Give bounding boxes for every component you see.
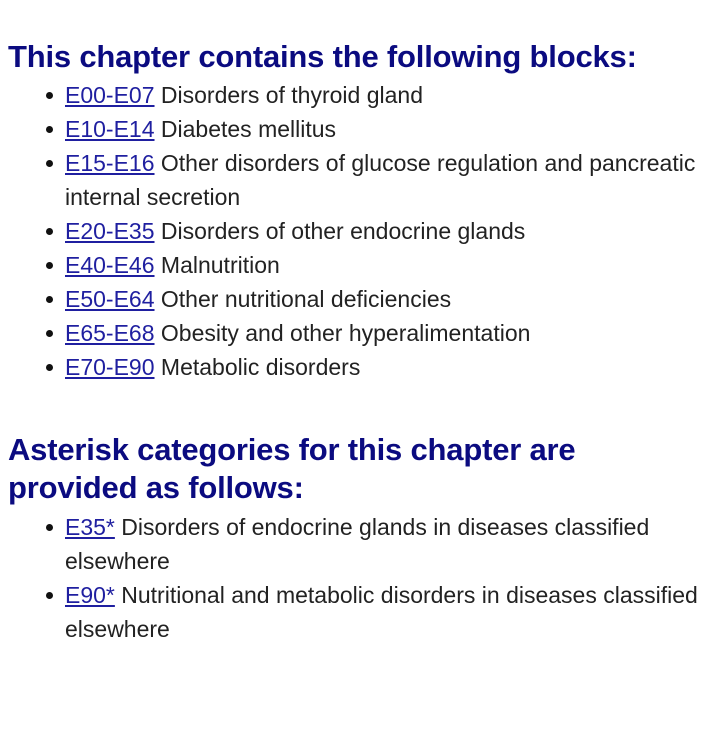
block-link-e00-e07[interactable]: E00-E07 [65,82,155,108]
asterisk-description: Disorders of endocrine glands in diseases classified elsewhere [65,514,650,574]
list-item [65,214,712,248]
block-link-e15-e16[interactable]: E15-E16 [65,150,155,176]
asterisk-section [8,431,712,646]
asterisk-link-e90[interactable]: E90* [65,582,115,608]
list-item [65,578,712,646]
list-item [65,112,712,146]
asterisk-heading: Asterisk categories for this chapter are provided as follows: [8,432,576,505]
block-description: Diabetes mellitus [154,116,337,142]
block-description: Metabolic disorders [154,354,361,380]
list-item [65,282,712,316]
list-item [65,248,712,282]
list-item [65,316,712,350]
list-item [65,510,712,578]
block-link-e70-e90[interactable]: E70-E90 [65,354,155,380]
block-description: Other disorders of glucose regulation and pancreatic internal secretion [65,150,696,210]
blocks-list [8,78,712,384]
block-link-e20-e35[interactable]: E20-E35 [65,218,155,244]
asterisk-description: Nutritional and metabolic disorders in diseases classified elsewhere [65,582,698,642]
asterisk-link-e35[interactable]: E35* [65,514,115,540]
block-link-e65-e68[interactable]: E65-E68 [65,320,155,346]
block-description: Disorders of thyroid gland [154,82,423,108]
asterisk-list [8,510,712,646]
block-link-e40-e46[interactable]: E40-E46 [65,252,155,278]
list-item [65,350,712,384]
block-link-e10-e14[interactable]: E10-E14 [65,116,155,142]
list-item [65,146,712,214]
blocks-heading: This chapter contains the following blocks: [8,39,637,74]
block-description: Obesity and other hyperalimentation [154,320,531,346]
block-link-e50-e64[interactable]: E50-E64 [65,286,155,312]
block-description: Disorders of other endocrine glands [154,218,526,244]
block-description: Other nutritional deficiencies [154,286,452,312]
list-item [65,78,712,112]
block-description: Malnutrition [154,252,280,278]
